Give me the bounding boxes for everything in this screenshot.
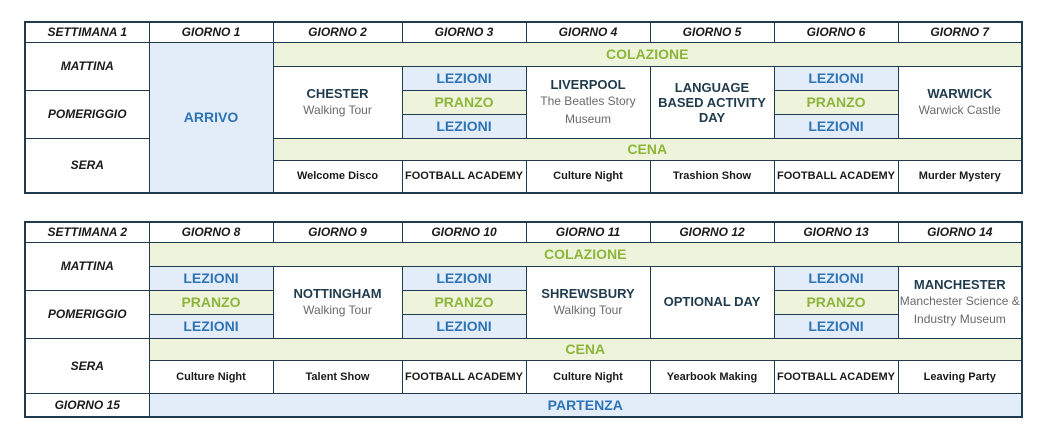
trip-chester	[273, 66, 402, 138]
week1-header-row	[25, 22, 1022, 42]
evening-activity: FOOTBALL ACADEMY	[402, 160, 526, 193]
lessons-cell: LEZIONI	[774, 114, 898, 138]
day-header: GIORNO 1	[149, 22, 273, 42]
trip-manchester	[898, 266, 1022, 338]
day-header: GIORNO 9	[273, 222, 402, 242]
week2-schedule-table	[24, 221, 1023, 418]
lessons-cell: LEZIONI	[402, 66, 526, 90]
lunch-cell: PRANZO	[402, 290, 526, 314]
trip-shrewsbury	[526, 266, 650, 338]
evening-activity: Leaving Party	[898, 360, 1022, 393]
day-header: GIORNO 13	[774, 222, 898, 242]
row-label-evening: SERA	[25, 138, 149, 193]
departure-band: PARTENZA	[149, 393, 1022, 417]
trip-title: MANCHESTER	[913, 276, 1006, 292]
trip-title: CHESTER	[306, 85, 369, 101]
day-header: GIORNO 14	[898, 222, 1022, 242]
row-label-afternoon: POMERIGGIO	[25, 90, 149, 138]
row-label-evening: SERA	[25, 338, 149, 393]
trip-subtitle: The Beatles Story Museum	[540, 93, 636, 126]
lunch-cell: PRANZO	[149, 290, 273, 314]
trip-title: OPTIONAL DAY	[663, 294, 761, 309]
day-header: GIORNO 3	[402, 22, 526, 42]
trip-title: LANGUAGE BASED ACTIVITY DAY	[658, 79, 766, 125]
evening-activity: Trashion Show	[650, 160, 774, 193]
lessons-cell: LEZIONI	[774, 66, 898, 90]
evening-activity: FOOTBALL ACADEMY	[402, 360, 526, 393]
arrival-cell: ARRIVO	[149, 42, 273, 193]
breakfast-band: COLAZIONE	[149, 242, 1022, 266]
lessons-cell: LEZIONI	[402, 114, 526, 138]
trip-subtitle: Manchester Science & Industry Museum	[899, 293, 1020, 326]
optional-day	[650, 266, 774, 338]
lessons-cell: LEZIONI	[774, 266, 898, 290]
trip-title: WARWICK	[927, 85, 993, 101]
lunch-cell: PRANZO	[402, 90, 526, 114]
trip-title: NOTTINGHAM	[293, 285, 382, 301]
lessons-cell: LEZIONI	[774, 314, 898, 338]
evening-activity: Talent Show	[273, 360, 402, 393]
day-header: GIORNO 5	[650, 22, 774, 42]
evening-activity: Culture Night	[149, 360, 273, 393]
dinner-band: CENA	[273, 138, 1022, 160]
week2-header-row	[25, 222, 1022, 242]
day-header: GIORNO 7	[898, 22, 1022, 42]
lessons-cell: LEZIONI	[149, 314, 273, 338]
trip-title: SHREWSBURY	[541, 285, 635, 301]
evening-activity: Yearbook Making	[650, 360, 774, 393]
evening-activity: Welcome Disco	[273, 160, 402, 193]
trip-title: LIVERPOOL	[550, 76, 626, 92]
day-header: GIORNO 10	[402, 222, 526, 242]
week-label: SETTIMANA 1	[25, 22, 149, 42]
row-label-morning: MATTINA	[25, 242, 149, 290]
trip-liverpool	[526, 66, 650, 138]
row-label-morning: MATTINA	[25, 42, 149, 90]
day-header: GIORNO 11	[526, 222, 650, 242]
day-header: GIORNO 2	[273, 22, 402, 42]
trip-nottingham	[273, 266, 402, 338]
evening-activity: FOOTBALL ACADEMY	[774, 160, 898, 193]
row-label-afternoon: POMERIGGIO	[25, 290, 149, 338]
trip-subtitle: Walking Tour	[303, 302, 372, 317]
day-header: GIORNO 6	[774, 22, 898, 42]
trip-subtitle: Walking Tour	[303, 102, 372, 117]
lessons-cell: LEZIONI	[402, 266, 526, 290]
trip-subtitle: Walking Tour	[553, 302, 623, 317]
dinner-band: CENA	[149, 338, 1022, 360]
trip-warwick	[898, 66, 1022, 138]
breakfast-band: COLAZIONE	[273, 42, 1022, 66]
lessons-cell: LEZIONI	[402, 314, 526, 338]
evening-activity: Culture Night	[526, 160, 650, 193]
lunch-cell: PRANZO	[774, 290, 898, 314]
trip-subtitle: Warwick Castle	[918, 102, 1001, 117]
evening-activity: Culture Night	[526, 360, 650, 393]
day-header: GIORNO 4	[526, 22, 650, 42]
evening-activity: Murder Mystery	[898, 160, 1022, 193]
lessons-cell: LEZIONI	[149, 266, 273, 290]
activity-day	[650, 66, 774, 138]
day-header: GIORNO 8	[149, 222, 273, 242]
day-header: GIORNO 12	[650, 222, 774, 242]
week1-schedule-table	[24, 21, 1023, 194]
lunch-cell: PRANZO	[774, 90, 898, 114]
row-label-day15: GIORNO 15	[25, 393, 149, 417]
evening-activity: FOOTBALL ACADEMY	[774, 360, 898, 393]
week-label: SETTIMANA 2	[25, 222, 149, 242]
